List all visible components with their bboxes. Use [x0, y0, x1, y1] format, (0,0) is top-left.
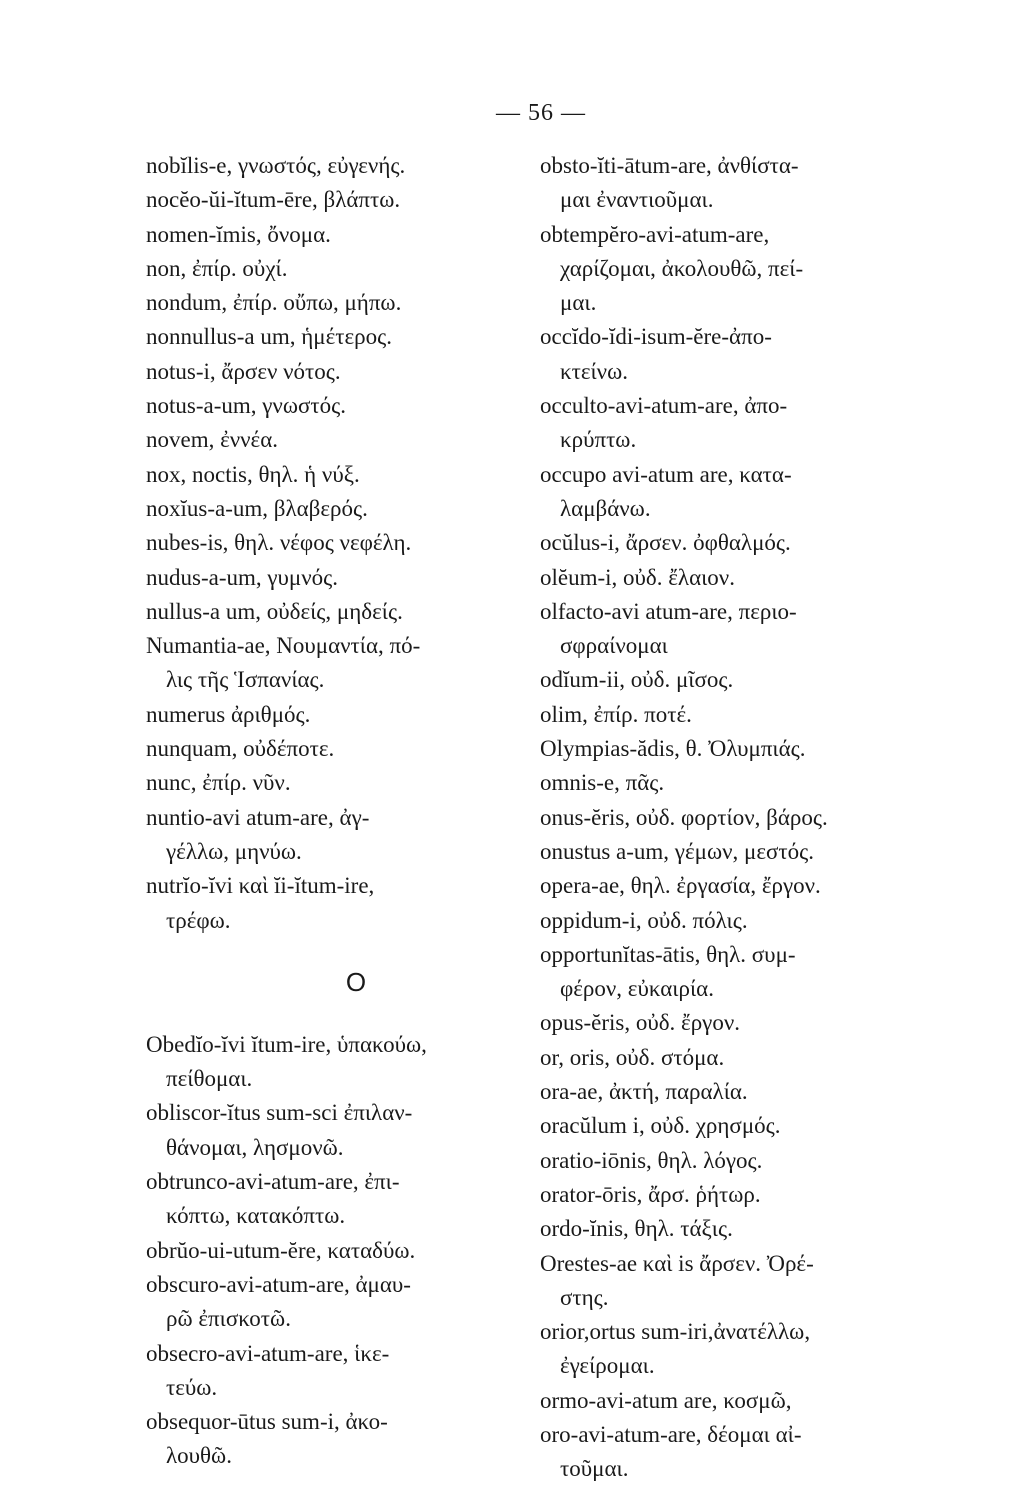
dictionary-entry	[146, 561, 526, 595]
dictionary-entry	[146, 1234, 526, 1268]
dictionary-entry	[146, 1405, 526, 1474]
dictionary-entry	[540, 1109, 920, 1143]
entry-headline: noxĭus-a-um, βλαβερός.	[146, 495, 368, 521]
entry-headline: orator-ōris, ἄρσ. ῥήτωρ.	[540, 1181, 761, 1207]
dictionary-entry	[540, 1418, 920, 1487]
entry-headline: onus-ĕris, οὐδ. φορτίον, βάρος.	[540, 804, 828, 830]
entry-headline: orior,ortus sum-iri,ἀνατέλλω,	[540, 1319, 811, 1345]
dictionary-entry	[540, 766, 920, 800]
entry-headline: Olympias-ădis, θ. Ὀλυμπιάς.	[540, 736, 806, 762]
entry-headline: opportunĭtas-ātis, θηλ. συμ-	[540, 941, 796, 967]
entry-headline: notus-a-um, γνωστός.	[146, 393, 346, 419]
dictionary-entry	[540, 526, 920, 560]
entry-headline: nonnullus-a um, ἡμέτερος.	[146, 324, 392, 350]
entry-headline: opera-ae, θηλ. ἐργασία, ἔργον.	[540, 873, 821, 899]
entry-headline: ordo-ĭnis, θηλ. τάξις.	[540, 1216, 733, 1242]
entry-headline: oratio-iōnis, θηλ. λόγος.	[540, 1147, 763, 1173]
entry-headline: non, ἐπίρ. οὐχί.	[146, 255, 288, 281]
entry-continuation: κρύπτω.	[560, 427, 637, 453]
entry-headline: nunc, ἐπίρ. νῦν.	[146, 770, 291, 796]
entry-headline: nocĕo-ŭi-ĭtum-ēre, βλάπτω.	[146, 187, 401, 213]
entry-headline: oppidum-i, οὐδ. πόλις.	[540, 907, 748, 933]
entry-headline: nuntio-avi atum-are, ἀγ-	[146, 804, 370, 830]
entry-continuation: μαι ἐναντιοῦμαι.	[560, 187, 714, 213]
entry-continuation: λαμβάνω.	[560, 495, 651, 521]
entry-continuation: γέλλω, μηνύω.	[166, 838, 302, 864]
entry-headline: novem, ἐννέα.	[146, 427, 279, 453]
left-column	[146, 149, 526, 1474]
entry-continuation: ἐγείρομαι.	[560, 1353, 655, 1379]
entry-headline: numerus ἀριθμός.	[146, 701, 311, 727]
dictionary-entry	[146, 526, 526, 560]
entry-continuation: πείθομαι.	[166, 1066, 253, 1092]
entry-headline: odĭum-ii, οὐδ. μῖσος.	[540, 667, 734, 693]
entry-headline: onustus a-um, γέμων, μεστός.	[540, 838, 814, 864]
dictionary-entry	[540, 732, 920, 766]
entry-headline: occĭdo-ĭdi-isum-ĕre-ἀπο-	[540, 324, 772, 350]
dictionary-entry	[540, 869, 920, 903]
dictionary-entry	[540, 595, 920, 664]
dictionary-entry	[540, 458, 920, 527]
entry-headline: obtempĕro-avi-atum-are,	[540, 221, 770, 247]
left-entries-o	[146, 1028, 526, 1474]
entry-continuation: λουθῶ.	[166, 1443, 232, 1469]
entry-headline: obsecro-avi-atum-are, ἱκε-	[146, 1340, 390, 1366]
entry-headline: opus-ĕris, οὐδ. ἔργον.	[540, 1010, 740, 1036]
entry-headline: ocŭlus-i, ἄρσεν. ὀφθαλμός.	[540, 530, 791, 556]
entry-headline: nondum, ἐπίρ. οὔπω, μήπω.	[146, 290, 402, 316]
entry-continuation: σφραίνομαι	[560, 633, 668, 659]
dictionary-entry	[146, 698, 526, 732]
dictionary-entry	[540, 904, 920, 938]
dictionary-entry	[146, 1337, 526, 1406]
dictionary-entry	[540, 1212, 920, 1246]
dictionary-entry	[540, 1247, 920, 1316]
dictionary-entry	[146, 423, 526, 457]
dictionary-entry	[540, 1075, 920, 1109]
entry-continuation: τεύω.	[166, 1374, 218, 1400]
page-number: — 56 —	[496, 100, 586, 126]
dictionary-entry	[540, 561, 920, 595]
entry-headline: occulto-avi-atum-are, ἀπο-	[540, 393, 788, 419]
dictionary-entry	[540, 389, 920, 458]
entry-headline: Orestes-ae καὶ is ἄρσεν. Ὀρέ-	[540, 1250, 814, 1276]
entry-headline: Obedĭo-ĭvi ĭtum-ire, ὑπακούω,	[146, 1031, 427, 1057]
entry-headline: obrŭo-ui-utum-ĕre, καταδύω.	[146, 1237, 416, 1263]
dictionary-entry	[540, 1178, 920, 1212]
entry-headline: olim, ἐπίρ. ποτέ.	[540, 701, 692, 727]
right-column	[540, 149, 920, 1487]
entry-continuation: στης.	[560, 1284, 609, 1310]
entry-continuation: λις τῆς Ἱσπανίας.	[166, 667, 325, 693]
dictionary-entry	[146, 1165, 526, 1234]
entry-headline: notus-i, ἄρσεν νότος.	[146, 358, 341, 384]
entry-headline: obsto-ĭti-ātum-are, ἀνθίστα-	[540, 153, 799, 178]
dictionary-entry	[540, 218, 920, 321]
entry-headline: obliscor-ĭtus sum-sci ἐπιλαν-	[146, 1100, 413, 1126]
dictionary-entry	[540, 320, 920, 389]
dictionary-entry	[540, 801, 920, 835]
entry-headline: nutrĭo-ĭvi καὶ ĭi-ĭtum-ire,	[146, 873, 375, 899]
entry-headline: ora-ae, ἀκτή, παραλία.	[540, 1079, 748, 1105]
dictionary-entry	[540, 663, 920, 697]
entry-headline: or, oris, οὐδ. στόμα.	[540, 1044, 725, 1070]
dictionary-entry	[146, 458, 526, 492]
entry-headline: obtrunco-avi-atum-are, ἐπι-	[146, 1169, 400, 1195]
entry-headline: nubes-is, θηλ. νέφος νεφέλη.	[146, 530, 412, 556]
dictionary-entry	[540, 1315, 920, 1384]
dictionary-entry	[540, 698, 920, 732]
dictionary-entry	[146, 286, 526, 320]
dictionary-entry	[146, 869, 526, 938]
entry-headline: nunquam, οὐδέποτε.	[146, 736, 335, 762]
entry-headline: nomen-ĭmis, ὄνομα.	[146, 221, 331, 247]
left-entries-n	[146, 149, 526, 938]
entry-continuation: τρέφω.	[166, 907, 231, 933]
entry-headline: omnis-e, πᾶς.	[540, 770, 665, 796]
entry-continuation: θάνομαι, λησμονῶ.	[166, 1134, 344, 1160]
right-entries-o	[540, 149, 920, 1487]
dictionary-entry	[146, 1096, 526, 1165]
entry-headline: obscuro-avi-atum-are, ἀμαυ-	[146, 1271, 411, 1297]
entry-continuation: ρῶ ἐπισκοτῶ.	[166, 1306, 291, 1332]
dictionary-entry	[146, 595, 526, 629]
entry-headline: nullus-a um, οὐδείς, μηδείς.	[146, 598, 403, 624]
dictionary-entry	[146, 149, 526, 183]
entry-continuation: μαι.	[560, 290, 597, 316]
section-letter: O	[345, 966, 367, 997]
entry-headline: obsequor-ūtus sum-i, ἀκο-	[146, 1409, 388, 1435]
entry-headline: olfacto-avi atum-are, περιο-	[540, 598, 797, 624]
dictionary-entry	[146, 629, 526, 698]
entry-headline: Numantia-ae, Νουμαντία, πό-	[146, 633, 421, 659]
entry-headline: nobĭlis-e, γνωστός, εὐγενής.	[146, 153, 406, 178]
entry-continuation: κόπτω, κατακόπτω.	[166, 1203, 346, 1229]
dictionary-entry	[540, 938, 920, 1007]
dictionary-entry	[146, 1028, 526, 1097]
dictionary-entry	[146, 218, 526, 252]
dictionary-entry	[146, 389, 526, 423]
entry-headline: nox, noctis, θηλ. ἡ νύξ.	[146, 461, 360, 487]
dictionary-entry	[540, 1144, 920, 1178]
dictionary-entry	[540, 835, 920, 869]
dictionary-entry	[146, 183, 526, 217]
dictionary-entry	[540, 1006, 920, 1040]
entry-headline: oracŭlum i, οὐδ. χρησμός.	[540, 1113, 781, 1139]
dictionary-entry	[540, 1384, 920, 1418]
dictionary-entry	[540, 149, 920, 218]
dictionary-entry	[146, 1268, 526, 1337]
entry-headline: occupo avi-atum are, κατα-	[540, 461, 792, 487]
entry-headline: nudus-a-um, γυμνός.	[146, 564, 339, 590]
dictionary-entry	[146, 320, 526, 354]
dictionary-entry	[146, 732, 526, 766]
entry-continuation: τοῦμαι.	[560, 1456, 629, 1482]
entry-headline: ormo-avi-atum are, κοσμῶ,	[540, 1387, 792, 1413]
dictionary-entry	[540, 1041, 920, 1075]
entry-continuation: κτείνω.	[560, 358, 628, 384]
entry-continuation: χαρίζομαι, ἀκολουθῶ, πεί-	[560, 255, 804, 281]
entry-continuation: φέρον, εὐκαιρία.	[560, 976, 714, 1002]
dictionary-entry	[146, 801, 526, 870]
dictionary-entry	[146, 492, 526, 526]
dictionary-entry	[146, 355, 526, 389]
entry-headline: oro-avi-atum-are, δέομαι αἰ-	[540, 1421, 802, 1447]
dictionary-entry	[146, 766, 526, 800]
dictionary-entry	[146, 252, 526, 286]
entry-headline: olĕum-i, οὐδ. ἔλαιον.	[540, 564, 735, 590]
